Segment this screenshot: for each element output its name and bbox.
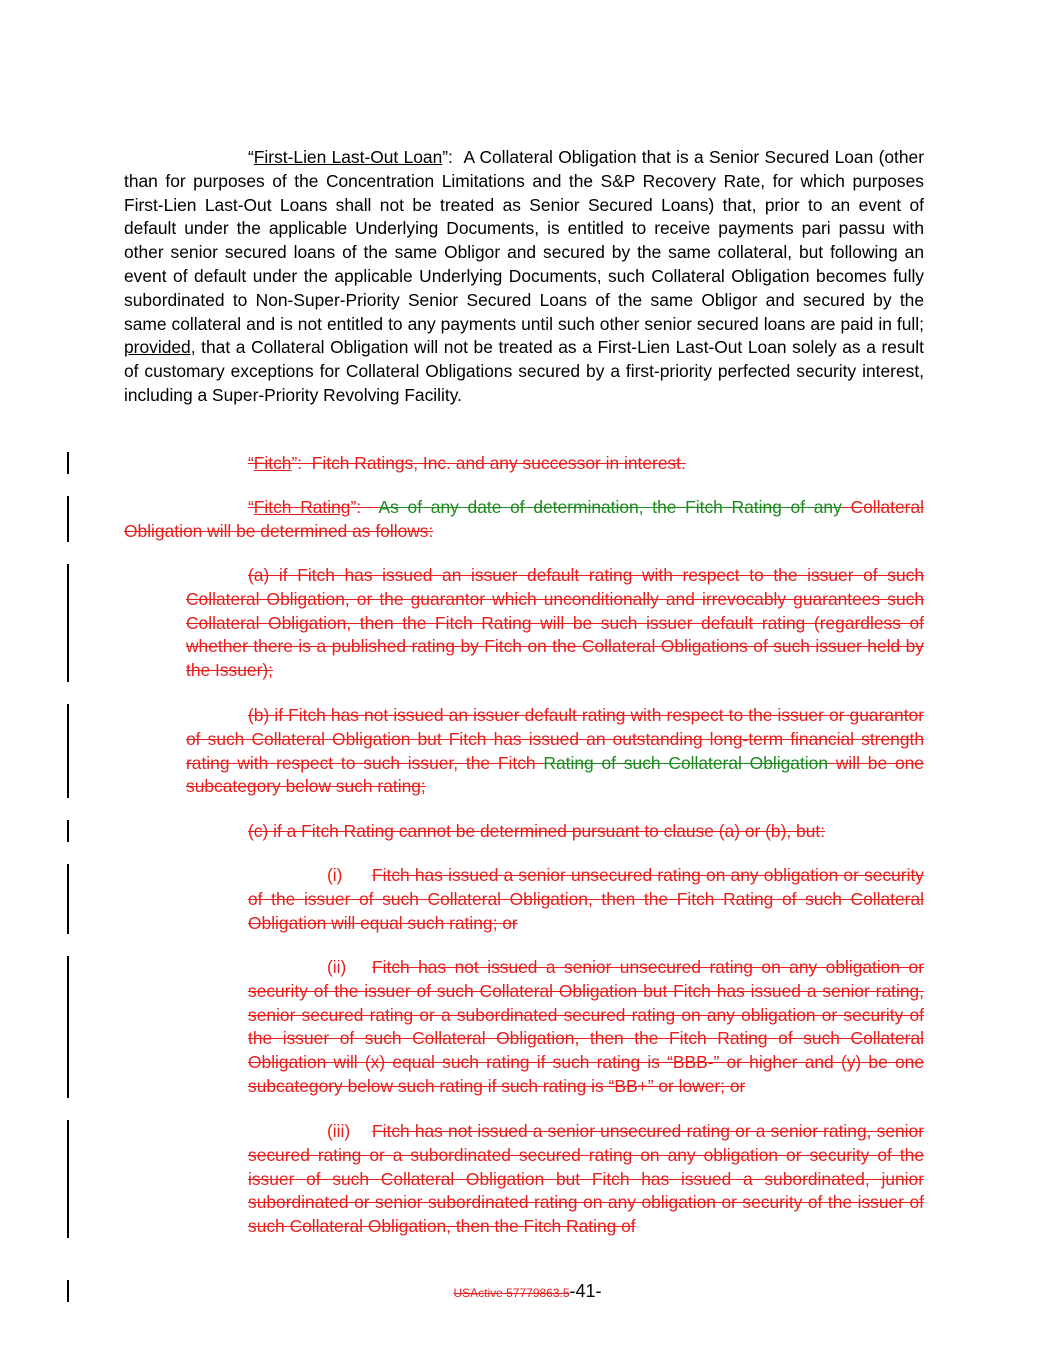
clause-a	[186, 564, 924, 683]
subclause-text: Fitch has issued a senior unsecured rating on any obligation or security of the issuer of such Collateral Obligation, then the Fitch Rating of such Collateral Obligation will equal such rating; or	[248, 865, 924, 933]
clause-text-continued: will be one subcategory below such rating;	[186, 752, 924, 797]
definition-fitch	[124, 452, 924, 476]
close-quote: ”:	[350, 497, 362, 517]
clause-b	[186, 704, 924, 799]
change-bar	[67, 564, 69, 682]
defined-term: Fitch Rating	[253, 497, 351, 517]
change-bar	[67, 820, 69, 842]
subclause-ii	[248, 956, 924, 1099]
change-bar	[67, 1120, 69, 1238]
clause-c	[248, 820, 924, 844]
definition-body: Fitch Ratings, Inc. and any successor in interest.	[311, 453, 686, 473]
definition-first-lien-last-out-loan	[124, 146, 924, 408]
change-bar	[67, 956, 69, 1098]
clause-text: (c) if a Fitch Rating cannot be determined pursuant to clause (a) or (b), but:	[248, 821, 826, 841]
subclause-iii	[248, 1120, 924, 1239]
definition-body-continued: , that a Collateral Obligation will not be treated as a First-Lien Last-Out Loan solely as a result of customary exceptions for Collateral Obligations secured by a first-priority perfected security interest, including a Super-Priority Revolving Facility.	[124, 337, 924, 405]
close-quote: ”:	[291, 453, 303, 473]
open-quote: “	[248, 147, 254, 167]
subclause-i	[248, 864, 924, 935]
change-bar	[67, 452, 69, 474]
page-footer	[0, 1281, 1055, 1302]
moved-text: Rating of such Collateral Obligation	[543, 752, 828, 773]
definition-body: A Collateral Obligation that is a Senior Secured Loan (other than for purposes of the Concentration Limitations and the S&P Recovery Rate, for which purposes First-Lien Last-Out Loans shall not be treated as Senior Secured Loans) that, prior to an event of default under the applicable Underlying Documents, is entitled to receive payments pari passu with other senior secured loans of the same Obligor and secured by the same collateral, but following an event of default under the applicable Underlying Documents, such Collateral Obligation becomes fully subordinated to Non-Super-Priority Senior Secured Loans of the same Obligor and secured by the same collateral and is not entitled to any payments until such other senior secured loans are paid in full;	[124, 147, 924, 334]
change-bar	[67, 864, 69, 934]
clause-text: (a) if Fitch has issued an issuer default rating with respect to the issuer of such Collateral Obligation, or the guarantor which unconditionally and irrevocably guarantees such Collateral Obligation, then the Fitch Rating will be such issuer default rating (regardless of whether there is a published rating by Fitch on the Collateral Obligations of such issuer held by the Issuer);	[186, 565, 924, 681]
close-quote: ”:	[442, 147, 453, 167]
document-id: USActive 57779863.5	[453, 1286, 570, 1300]
subclause-label: (ii)	[327, 957, 347, 977]
subclause-label: (i)	[327, 865, 343, 885]
subclause-label: (iii)	[327, 1121, 351, 1141]
provided-term: provided	[124, 337, 191, 358]
page-number: -41-	[569, 1281, 602, 1301]
deleted-text: Collateral Obligation will be determined as follows:	[124, 497, 924, 541]
subclause-text: Fitch has not issued a senior unsecured rating or a senior rating, senior secured rating or a subordinated secured rating on any obligation or security of the issuer of such Collateral Obligation but Fitch has issued a subordinated, junior subordinated or senior subordinated rating on any obligation or security of the issuer of such Collateral Obligation, then the Fitch Rating of	[248, 1121, 924, 1237]
change-bar	[67, 704, 69, 798]
change-bar	[67, 496, 69, 542]
defined-term: Fitch	[253, 453, 292, 473]
subclause-text: Fitch has not issued a senior unsecured rating on any obligation or security of the issuer of such Collateral Obligation but Fitch has issued a senior rating, senior secured rating or a subordinated secured rating on any obligation or security of the issuer of such Collateral Obligation, then the Fitch Rating of such Collateral Obligation will (x) equal such rating if such rating is “BBB-” or higher and (y) be one subcategory below such rating if such rating is “BB+” or lower; or	[248, 957, 924, 1096]
open-quote: “	[248, 497, 254, 517]
open-quote: “	[248, 453, 254, 473]
defined-term: First-Lien Last-Out Loan	[253, 147, 443, 167]
definition-fitch-rating	[124, 496, 924, 544]
clause-text: (b) if Fitch has not issued an issuer default rating with respect to the issuer or guarantor of such Collateral Obligation but Fitch has issued an outstanding long-term financial strength rating with respect to such issuer, the Fitch	[186, 705, 924, 773]
moved-text: As of any date of determination, the Fitch Rating of any	[378, 497, 842, 517]
